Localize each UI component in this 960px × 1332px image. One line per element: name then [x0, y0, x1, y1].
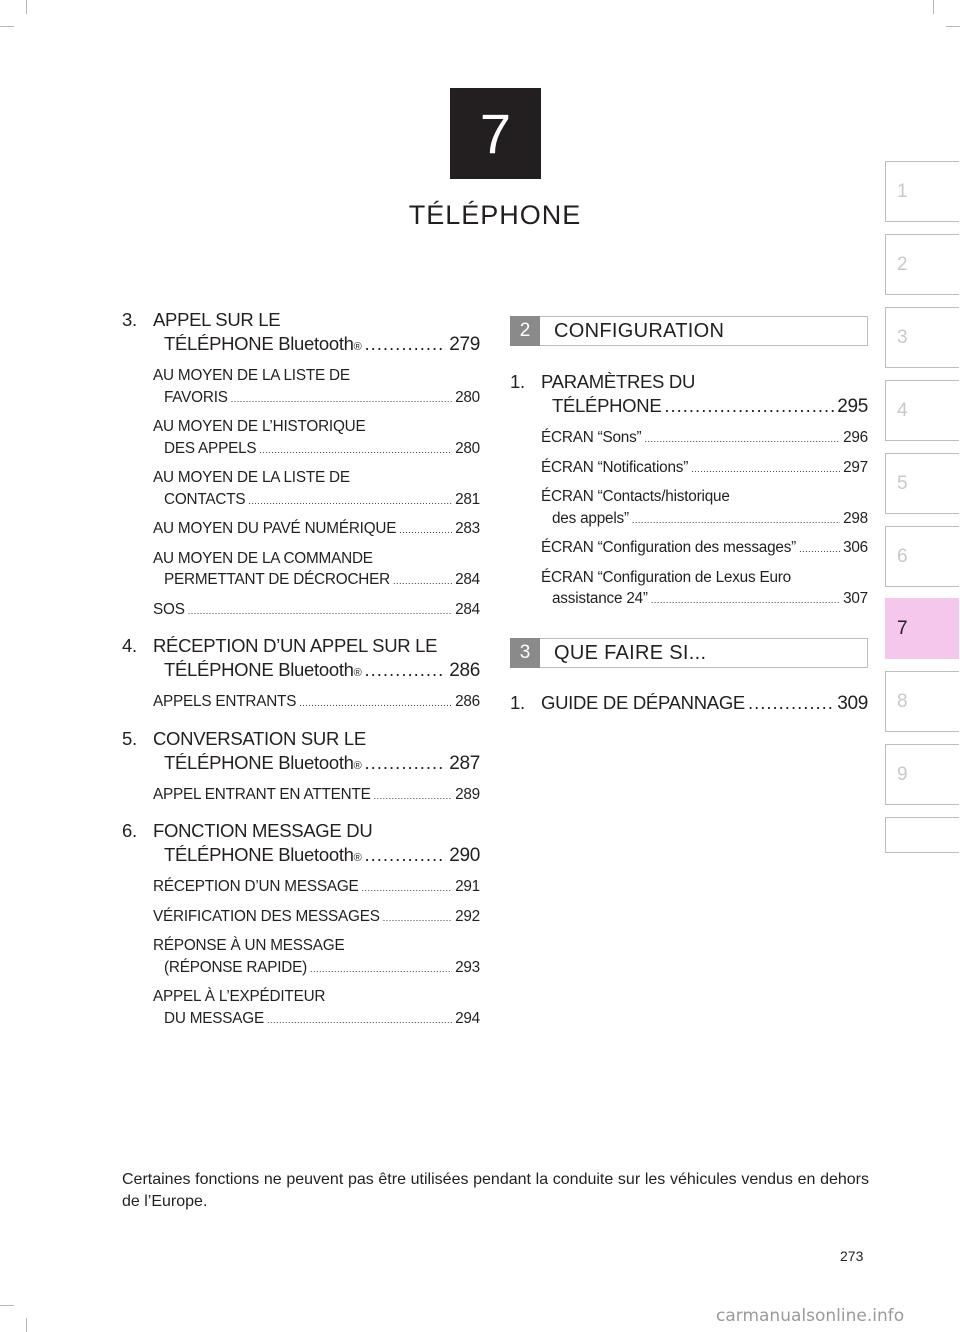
toc-entry-6[interactable]: 6. FONCTION MESSAGE DU TÉLÉPHONE Bluetooth ® ..... 290: [122, 819, 480, 868]
toc-entry-5[interactable]: 5. CONVERSATION SUR LE TÉLÉPHONE Bluetooth ® ..... 287: [122, 727, 480, 776]
chapter-tab-1[interactable]: 1: [885, 161, 959, 222]
subentry-text-2: DU MESSAGE: [164, 1009, 264, 1027]
subentry-text-2: PERMETTANT DE DÉCROCHER: [164, 571, 391, 588]
subentry-page: 298: [843, 509, 868, 527]
toc-subentry[interactable]: [541, 486, 868, 531]
toc-entry-title: CONVERSATION SUR LE: [153, 727, 366, 749]
subentry-page: 280: [455, 388, 480, 406]
subentry-text: RÉCEPTION D’UN MESSAGE: [153, 878, 359, 895]
subentry-text: AU MOYEN DE LA LISTE DE: [153, 367, 350, 384]
toc-entry-troubleshoot-1[interactable]: [510, 691, 868, 716]
section-label: QUE FAIRE SI...: [554, 641, 707, 664]
subentry-text: ÉCRAN “Sons”: [541, 429, 642, 446]
subentry-page: 293: [455, 958, 480, 976]
section-header-configuration: [510, 316, 868, 346]
subentry-text: AU MOYEN DE LA LISTE DE: [153, 469, 350, 486]
toc-subentry[interactable]: [541, 427, 868, 451]
subentry-text: ÉCRAN “Contacts/historique: [541, 488, 730, 505]
toc-entry-number: 3.: [122, 309, 137, 330]
chapter-tab-6[interactable]: 6: [885, 526, 959, 587]
toc-subentry[interactable]: [541, 457, 868, 481]
subentry-text: APPELS ENTRANTS: [153, 693, 297, 710]
toc-subentry[interactable]: [153, 599, 480, 623]
subentry-text: SOS: [153, 600, 185, 618]
section-label: CONFIGURATION: [554, 319, 725, 342]
toc-right-column-config: [510, 370, 868, 618]
crop-mark: [0, 1305, 14, 1306]
chapter-number-box: 7: [450, 88, 541, 179]
subentry-text-2: des appels”: [552, 509, 629, 527]
toc-subentry[interactable]: [153, 467, 480, 512]
toc-left-column: [122, 308, 480, 1037]
toc-entry-number: 6.: [122, 820, 137, 841]
subentry-page: 296: [843, 429, 868, 446]
toc-entry-config-1[interactable]: [510, 370, 868, 419]
toc-subentry[interactable]: [541, 567, 868, 612]
crop-mark: [26, 0, 27, 14]
toc-subentry[interactable]: [153, 935, 480, 980]
crop-mark: [933, 0, 934, 14]
chapter-tab-5[interactable]: 5: [885, 453, 959, 514]
chapter-tab-7[interactable]: 7: [885, 598, 959, 659]
toc-entry-number: 4.: [122, 635, 137, 656]
subentry-text: ÉCRAN “Notifications”: [541, 458, 689, 476]
subentry-page: 284: [455, 571, 480, 588]
toc-entry-title-2: TÉLÉPHONE Bluetooth: [164, 659, 354, 680]
toc-subentry[interactable]: [153, 365, 480, 410]
toc-subentry[interactable]: [541, 537, 868, 561]
chapter-tab-blank[interactable]: [885, 817, 959, 853]
toc-entry-number: 1.: [510, 692, 525, 713]
subentry-text: APPEL ENTRANT EN ATTENTE: [153, 785, 371, 803]
chapter-tab-9[interactable]: 9: [885, 744, 959, 805]
toc-right-column-troubleshoot: [510, 691, 868, 722]
subentry-page: 294: [455, 1009, 480, 1027]
toc-entry-title-2: TÉLÉPHONE Bluetooth: [164, 751, 354, 773]
subentry-text: RÉPONSE À UN MESSAGE: [153, 937, 345, 954]
chapter-tab-8[interactable]: 8: [885, 671, 959, 732]
subentry-text-2: (RÉPONSE RAPIDE): [164, 958, 307, 976]
subentry-text: ÉCRAN “Configuration de Lexus Euro: [541, 568, 791, 586]
toc-subentry[interactable]: [153, 876, 480, 900]
subentry-page: 289: [455, 785, 480, 803]
toc-entry-title-2: TÉLÉPHONE: [552, 395, 662, 416]
toc-page-number: 309: [837, 693, 868, 714]
toc-subentry[interactable]: [153, 416, 480, 461]
toc-page-number: 286: [449, 660, 480, 681]
subentry-text: AU MOYEN DE LA COMMANDE: [153, 549, 373, 567]
page-number: 273: [840, 1248, 864, 1264]
chapter-tab-2[interactable]: 2: [885, 234, 959, 295]
subentry-text: VÉRIFICATION DES MESSAGES: [153, 907, 380, 925]
toc-subentry[interactable]: [153, 691, 480, 715]
subentry-page: 281: [455, 490, 480, 508]
subentry-page: 307: [843, 590, 868, 607]
subentry-text-2: assistance 24”: [552, 590, 648, 607]
subentry-page: 306: [843, 539, 868, 556]
crop-mark: [26, 1318, 27, 1332]
toc-page-number: 279: [449, 334, 480, 355]
subentry-page: 286: [455, 693, 480, 710]
chapter-tab-3[interactable]: 3: [885, 307, 959, 368]
toc-entry-title: FONCTION MESSAGE DU: [153, 820, 373, 841]
subentry-text-2: FAVORIS: [164, 388, 228, 406]
subentry-page: 280: [455, 439, 480, 457]
subentry-page: 284: [455, 600, 480, 618]
subentry-page: 291: [455, 878, 480, 895]
subentry-page: 292: [455, 907, 480, 925]
toc-entry-title: RÉCEPTION D’UN APPEL SUR LE: [153, 635, 438, 656]
subentry-text-2: DES APPELS: [164, 439, 257, 457]
toc-entry-3[interactable]: 3. APPEL SUR LE TÉLÉPHONE Bluetooth ® ..... 279: [122, 308, 480, 357]
subentry-page: 297: [843, 458, 868, 476]
subentry-text-2: CONTACTS: [164, 490, 246, 508]
toc-entry-4[interactable]: 4. RÉCEPTION D’UN APPEL SUR LE TÉLÉPHONE Bluetooth ® ..... 286: [122, 634, 480, 683]
subentry-text: APPEL À L’EXPÉDITEUR: [153, 988, 326, 1005]
toc-entry-title: PARAMÈTRES DU: [541, 371, 696, 392]
crop-mark: [946, 26, 960, 27]
toc-entry-number: 1.: [510, 371, 525, 392]
toc-entry-number: 5.: [122, 727, 137, 749]
crop-mark: [0, 26, 14, 27]
toc-entry-title: APPEL SUR LE: [153, 309, 281, 330]
subentry-text: AU MOYEN DU PAVÉ NUMÉRIQUE: [153, 520, 397, 537]
subentry-text: ÉCRAN “Configuration des messages”: [541, 539, 797, 556]
section-number: 3: [510, 638, 540, 668]
footnote: Certaines fonctions ne peuvent pas être utilisées pendant la conduite sur les véhicules vendus en dehors de l’Europe.: [122, 1171, 869, 1210]
subentry-text: AU MOYEN DE L’HISTORIQUE: [153, 418, 366, 435]
subentry-page: 283: [455, 520, 480, 537]
section-number: 2: [510, 316, 540, 346]
watermark: carmanualsonline.info: [716, 1306, 905, 1326]
toc-entry-title-2: TÉLÉPHONE Bluetooth: [164, 333, 354, 354]
toc-subentry[interactable]: [153, 906, 480, 930]
toc-page-number: 290: [449, 845, 480, 866]
toc-page-number: 295: [837, 396, 868, 417]
toc-entry-title: GUIDE DE DÉPANNAGE: [541, 692, 745, 713]
chapter-tab-4[interactable]: 4: [885, 380, 959, 441]
toc-entry-title-2: TÉLÉPHONE Bluetooth: [164, 844, 354, 865]
chapter-title: TÉLÉPHONE: [408, 200, 582, 230]
toc-subentry[interactable]: [153, 986, 480, 1031]
section-header-troubleshooting: [510, 638, 868, 668]
toc-page-number: 287: [449, 752, 480, 774]
toc-subentry[interactable]: [153, 518, 480, 542]
toc-subentry[interactable]: [153, 784, 480, 808]
toc-subentry[interactable]: [153, 548, 480, 593]
